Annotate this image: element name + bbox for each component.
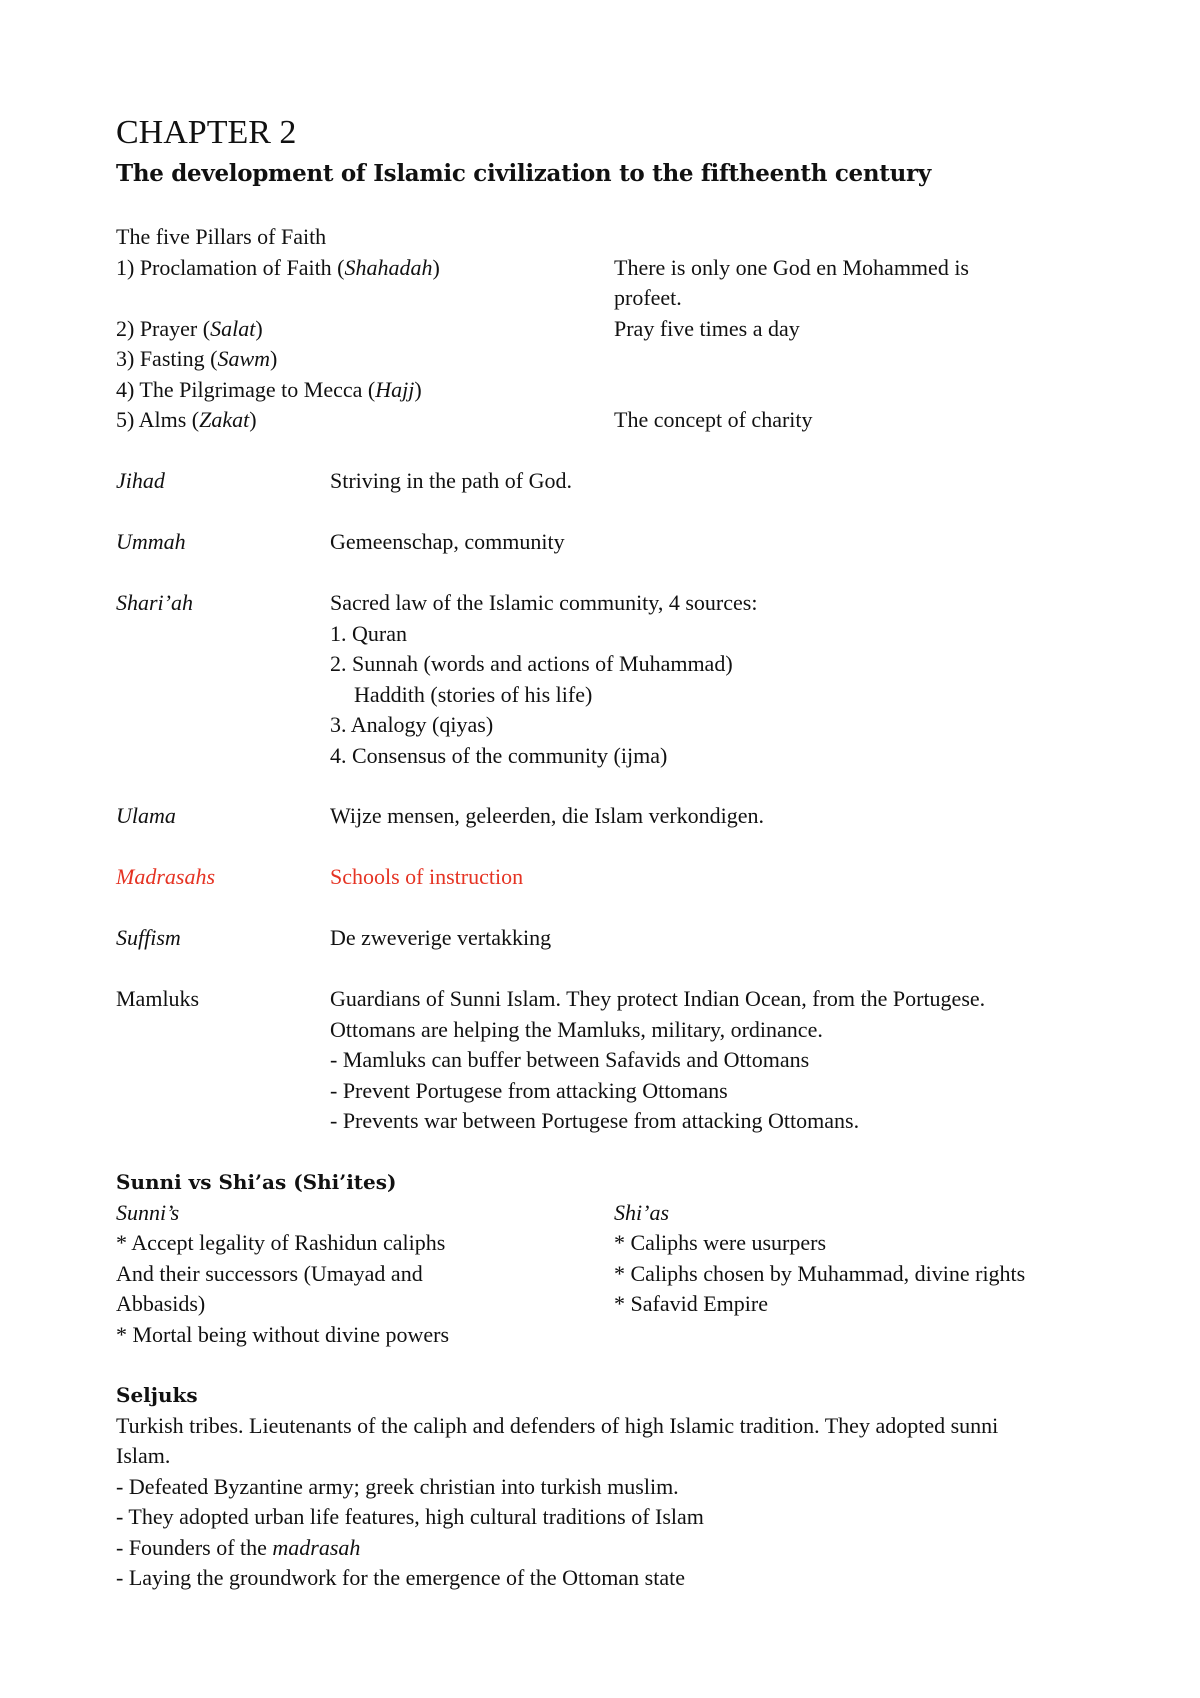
section-heading: Sunni vs Shi’as (Shi’ites) xyxy=(116,1170,397,1194)
pillar-note: There is only one God en Mohammed is xyxy=(614,254,969,280)
paragraph-line: Turkish tribes. Lieutenants of the caliph and defenders of high Islamic tradition. They adopted sunni xyxy=(116,1412,999,1438)
source-item: 4. Consensus of the community (ijma) xyxy=(330,742,668,768)
term-definition: Striving in the path of God. xyxy=(330,468,572,493)
list-item: * Mortal being without divine powers xyxy=(116,1321,450,1347)
term-label: Madrasahs xyxy=(116,864,216,889)
pillar-item: 1) Proclamation of Faith (Shahadah) There is only one God en Mohammed is xyxy=(116,253,1096,284)
term-label: Mamluks xyxy=(116,986,200,1011)
term-definition-line: Sacred law of the Islamic community, 4 sources: xyxy=(330,590,758,615)
section-heading: Seljuks xyxy=(116,1383,198,1407)
list-item: * Safavid Empire xyxy=(614,1291,768,1316)
list-item: And their successors (Umayad and xyxy=(116,1260,423,1286)
chapter-title: CHAPTER 2 xyxy=(116,114,297,151)
list-item: * Accept legality of Rashidun caliphs xyxy=(116,1230,446,1255)
column-title: Sunni’s xyxy=(116,1199,180,1225)
term-definition: De zweverige vertakking xyxy=(330,925,552,950)
term-definition: Gemeenschap, community xyxy=(330,529,565,554)
term-label: Ulama xyxy=(116,803,176,828)
pillar-note-continued: profeet. xyxy=(614,285,682,310)
source-item: 2. Sunnah (words and actions of Muhammad) xyxy=(330,651,733,676)
pillar-item: 5) Alms (Zakat) The concept of charity xyxy=(116,405,1096,436)
pillar-item: 2) Prayer (Salat) Pray five times a day xyxy=(116,314,1096,345)
pillar-note: The concept of charity xyxy=(614,407,813,432)
column-title: Shi’as xyxy=(614,1199,669,1225)
term-definition: Schools of instruction xyxy=(330,864,524,889)
bullet-item: - Prevents war between Portugese from attacking Ottomans. xyxy=(330,1108,860,1133)
bullet-item: - Laying the groundwork for the emergence of the Ottoman state xyxy=(116,1565,685,1590)
seljuks-section xyxy=(116,1380,1096,1594)
sunni-shia-section xyxy=(116,1167,1096,1347)
pillars-section xyxy=(116,222,1096,436)
term-definition-line: Ottomans are helping the Mamluks, military, ordinance. xyxy=(330,1016,823,1042)
bullet-item: - Mamluks can buffer between Safavids and Ottomans xyxy=(330,1047,810,1072)
list-item: * Caliphs were usurpers xyxy=(614,1230,827,1255)
source-item-continued: Haddith (stories of his life) xyxy=(354,681,593,707)
chapter-subtitle: The development of Islamic civilization to the fiftheenth century xyxy=(116,160,931,187)
term-label: Suffism xyxy=(116,925,181,950)
list-item: * Caliphs chosen by Muhammad, divine rights xyxy=(614,1260,1026,1286)
source-item: 1. Quran xyxy=(330,620,407,646)
bullet-item: - Founders of the madrasah xyxy=(116,1534,361,1560)
pillar-note: Pray five times a day xyxy=(614,315,800,341)
bullet-item: - Prevent Portugese from attacking Ottomans xyxy=(330,1077,728,1103)
term-label: Ummah xyxy=(116,529,186,554)
bullet-item: - Defeated Byzantine army; greek christian into turkish muslim. xyxy=(116,1473,679,1499)
paragraph-line: Islam. xyxy=(116,1443,171,1468)
pillars-heading: The five Pillars of Faith xyxy=(116,224,327,249)
shia-column xyxy=(614,1198,1094,1320)
term-definition: Wijze mensen, geleerden, die Islam verkondigen. xyxy=(330,803,765,828)
bullet-item: - They adopted urban life features, high cultural traditions of Islam xyxy=(116,1504,704,1529)
term-definition-line: Guardians of Sunni Islam. They protect Indian Ocean, from the Portugese. xyxy=(330,986,986,1011)
sunni-column xyxy=(116,1198,516,1351)
pillar-item: 4) The Pilgrimage to Mecca (Hajj) xyxy=(116,376,422,402)
list-item: Abbasids) xyxy=(116,1291,206,1316)
term-label: Jihad xyxy=(116,468,165,493)
pillar-item: 3) Fasting (Sawm) xyxy=(116,346,278,371)
term-label: Shari’ah xyxy=(116,590,193,615)
source-item: 3. Analogy (qiyas) xyxy=(330,712,494,737)
